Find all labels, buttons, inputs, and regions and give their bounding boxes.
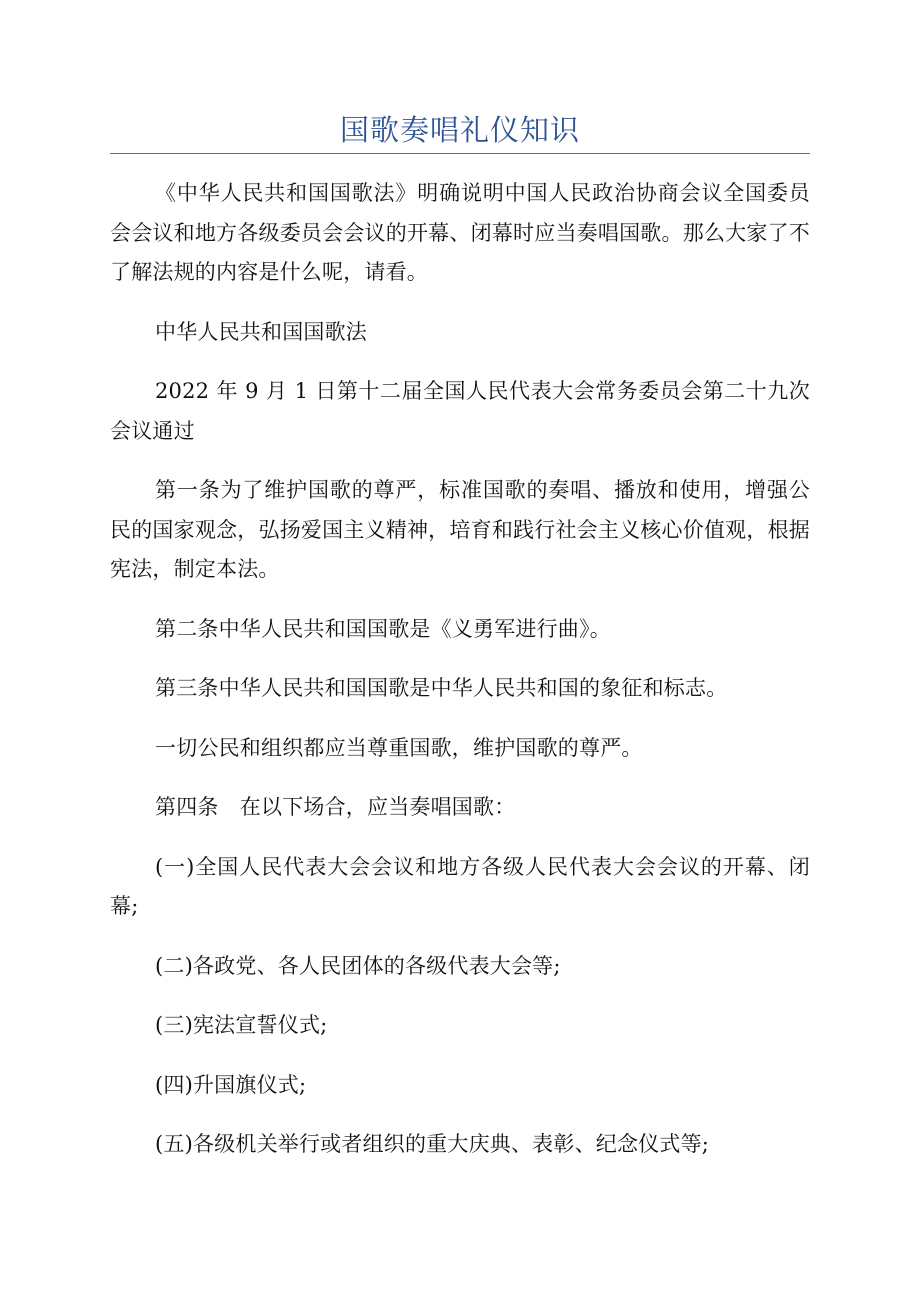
paragraph-adoption-date: 2022 年 9 月 1 日第十二届全国人民代表大会常务委员会第二十九次会议通过 [110,379,810,443]
paragraph-article-3: 第三条中华人民共和国国歌是中华人民共和国的象征和标志。 [155,676,728,700]
document-body [110,174,810,1165]
list-item-occasion-3: (三)宪法宣誓仪式; [155,1013,328,1037]
paragraph-article-4: 第四条 在以下场合，应当奏唱国歌： [155,795,516,819]
paragraph-article-1: 第一条为了维护国歌的尊严，标准国歌的奏唱、播放和使用，增强公民的国家观念，弘扬爱国主义精神，培育和践行社会主义核心价值观，根据宪法，制定本法。 [110,478,810,581]
list-item-occasion-2: (二)各政党、各人民团体的各级代表大会等; [155,953,561,978]
list-item-occasion-4: (四)升国旗仪式; [155,1072,307,1097]
paragraph-intro: 《中华人民共和国国歌法》明确说明中国人民政治协商会议全国委员会会议和地方各级委员会会议的开幕、闭幕时应当奏唱国歌。那么大家了不了解法规的内容是什么呢，请看。 [110,181,810,284]
list-item-occasion-1: (一)全国人民代表大会会议和地方各级人民代表大会会议的开幕、闭幕; [110,854,810,918]
paragraph-article-2: 第二条中华人民共和国国歌是《义勇军进行曲》。 [155,616,611,641]
paragraph-article-3-respect: 一切公民和组织都应当尊重国歌，维护国歌的尊严。 [155,735,643,760]
title-underline [110,153,810,154]
document-title: 国歌奏唱礼仪知识 [339,113,580,147]
paragraph-law-name: 中华人民共和国国歌法 [155,319,367,344]
list-item-occasion-5: (五)各级机关举行或者组织的重大庆典、表彰、纪念仪式等; [155,1132,710,1156]
